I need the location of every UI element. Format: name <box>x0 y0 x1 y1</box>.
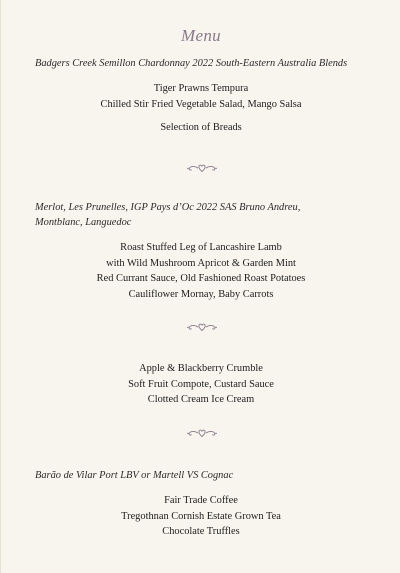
course-main <box>1 240 400 302</box>
wine-line: Montblanc, Languedoc <box>35 217 132 228</box>
dish-line: Tregothnan Cornish Estate Grown Tea <box>121 510 281 522</box>
dish-line: Chocolate Truffles <box>162 526 240 537</box>
dish-line: Apple & Blackberry Crumble <box>139 363 263 374</box>
heart-scroll-ornament-icon <box>186 428 218 438</box>
course-starter <box>1 81 400 112</box>
dish-line: Red Currant Sauce, Old Fashioned Roast Potatoes <box>96 273 306 284</box>
wine-pairing-2 <box>35 200 375 230</box>
dish-line: Tiger Prawns Tempura <box>153 83 249 94</box>
course-coffee <box>1 493 400 540</box>
wine-pairing-1: Badgers Creek Semillon Chardonnay 2022 South-Eastern Australia Blends <box>35 58 348 69</box>
menu-title: Menu <box>181 26 221 45</box>
dish-line: Clotted Cream Ice Cream <box>147 394 255 405</box>
bread-line: Selection of Breads <box>160 122 242 133</box>
course-dessert <box>1 361 400 408</box>
dish-line: Cauliflower Mornay, Baby Carrots <box>128 288 274 300</box>
wine-line: Merlot, Les Prunelles, IGP Pays d’Oc 2022 SAS Bruno Andreu, <box>35 202 301 213</box>
dish-line: Chilled Stir Fried Vegetable Salad, Mango Salsa <box>100 98 302 110</box>
dish-line: Fair Trade Coffee <box>164 495 238 506</box>
dish-line: Soft Fruit Compote, Custard Sauce <box>128 378 274 390</box>
wine-pairing-4: Barão de Vilar Port LBV or Martell VS Cognac <box>35 470 234 481</box>
heart-scroll-ornament-icon <box>186 163 218 173</box>
dish-line: with Wild Mushroom Apricot & Garden Mint <box>106 257 296 269</box>
heart-scroll-ornament-icon <box>186 322 218 332</box>
dish-line: Roast Stuffed Leg of Lancashire Lamb <box>120 242 282 253</box>
